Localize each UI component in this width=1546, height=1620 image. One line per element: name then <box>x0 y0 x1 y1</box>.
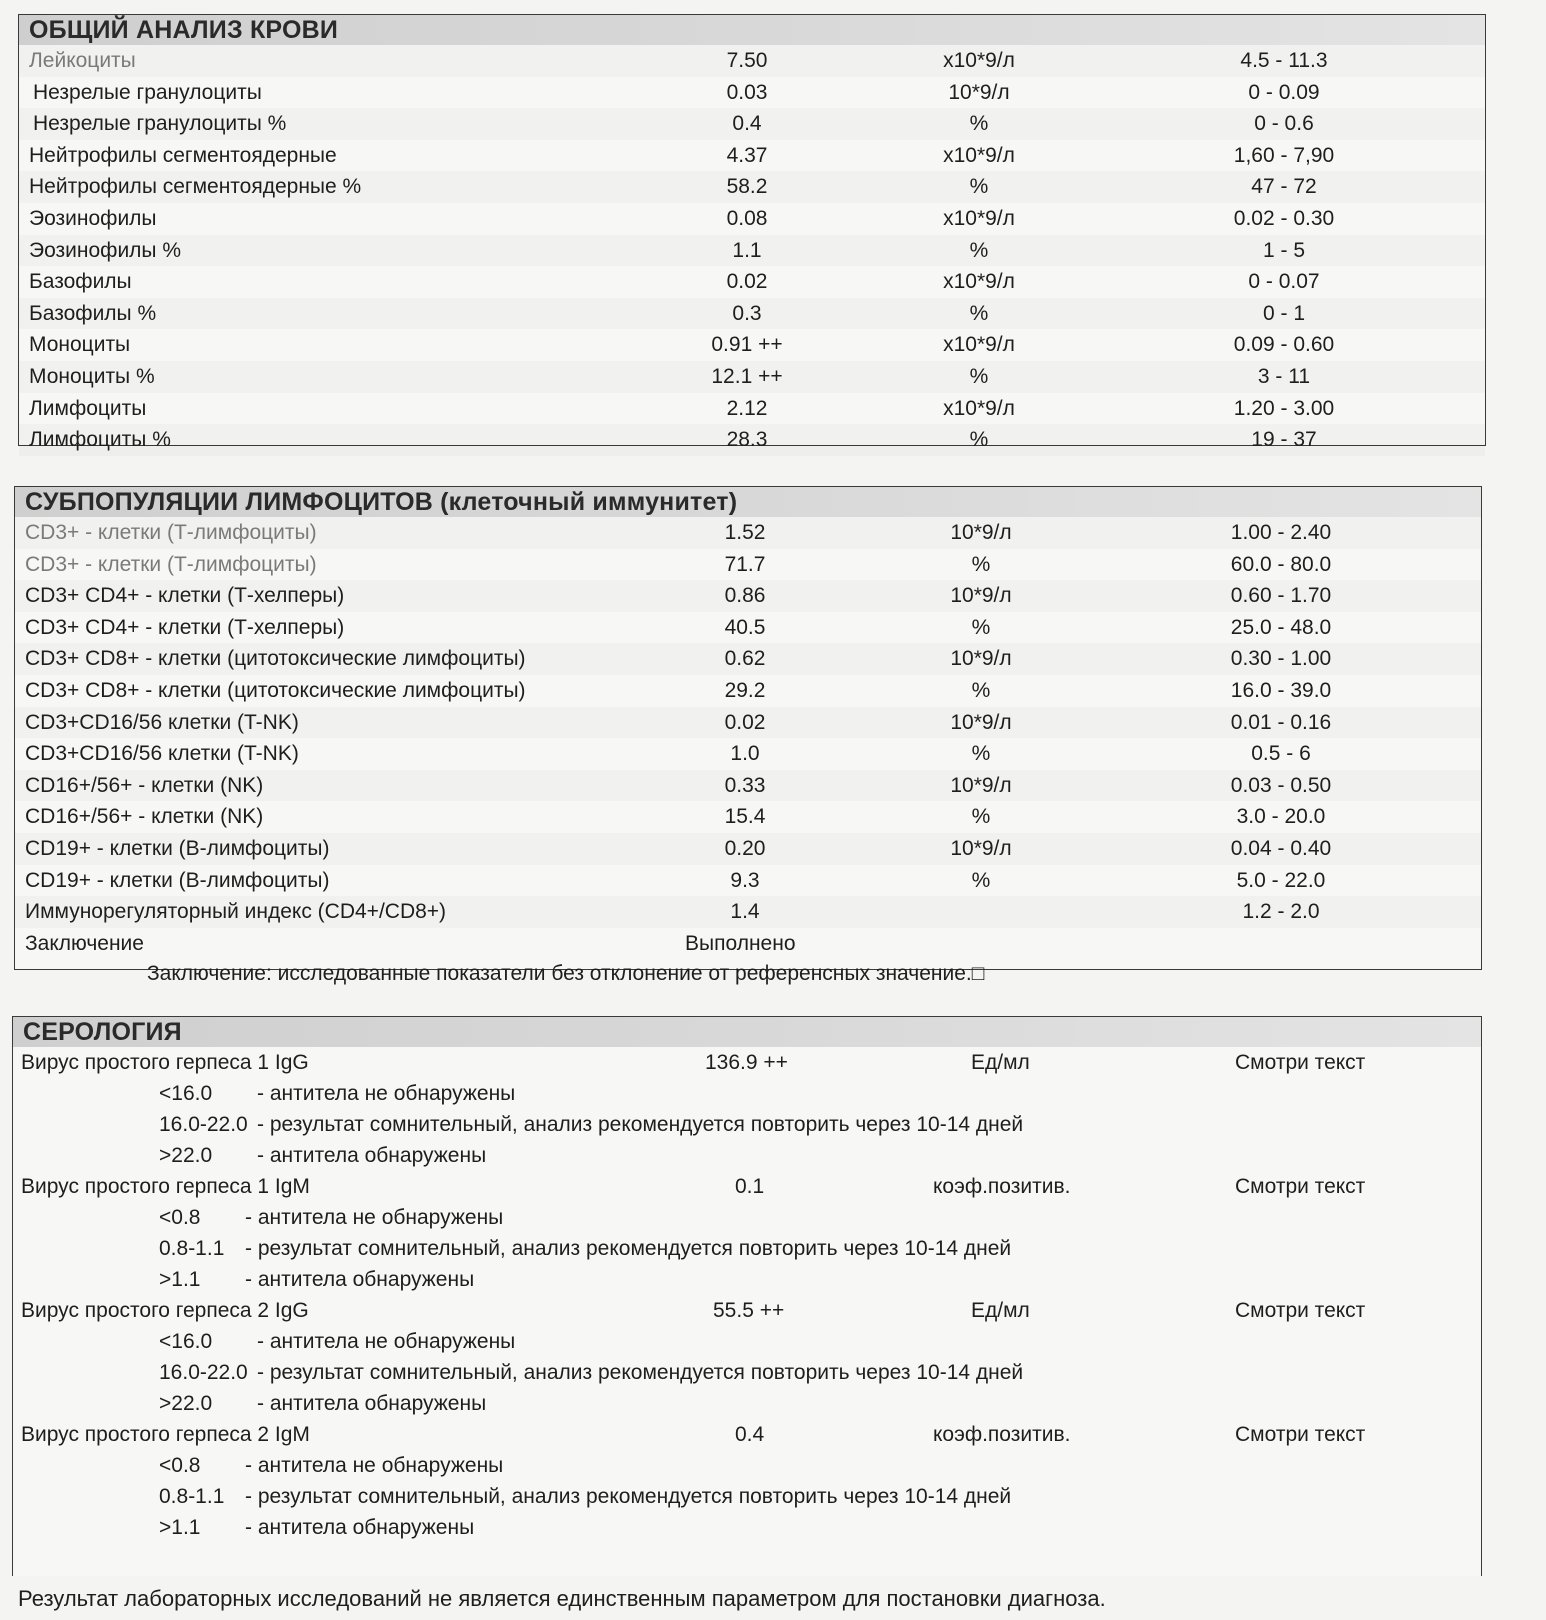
row-name: Лимфоциты % <box>29 428 171 452</box>
table-row <box>15 801 1481 833</box>
table-row <box>15 865 1481 897</box>
row-ref: 0.60 - 1.70 <box>1230 584 1332 608</box>
serology-section <box>12 1016 1482 1576</box>
row-unit: 10*9/л <box>948 80 1010 104</box>
table-row <box>15 517 1481 549</box>
row-value: 28.3 <box>726 428 768 452</box>
test-unit: Ед/мл <box>971 1299 1030 1322</box>
row-ref: 1.20 - 3.00 <box>1233 396 1335 420</box>
threshold: 16.0-22.0 <box>159 1361 248 1384</box>
row-value: 7.50 <box>726 49 768 72</box>
threshold: 16.0-22.0 <box>159 1113 248 1136</box>
test-ref: Смотри текст <box>1235 1299 1366 1322</box>
interpretation: - антитела обнаружены <box>245 1516 475 1539</box>
row-value: 0.62 <box>724 647 766 671</box>
serology-test <box>13 1419 1481 1543</box>
row-name: Лимфоциты <box>29 396 147 420</box>
threshold: >1.1 <box>159 1516 201 1539</box>
row-ref: 1.00 - 2.40 <box>1230 521 1332 544</box>
row-value: 1.0 <box>730 742 760 766</box>
test-name: Вирус простого герпеса 1 IgG <box>21 1051 309 1074</box>
threshold: <16.0 <box>159 1330 213 1353</box>
serology-test <box>13 1295 1481 1419</box>
threshold: <0.8 <box>159 1454 201 1477</box>
row-ref: 25.0 - 48.0 <box>1230 615 1332 639</box>
threshold: >22.0 <box>159 1144 213 1167</box>
threshold: 0.8-1.1 <box>159 1237 225 1260</box>
test-value: 136.9 ++ <box>705 1051 788 1074</box>
test-value: 0.1 <box>735 1175 765 1198</box>
row-value: 2.12 <box>726 396 768 420</box>
row-value: 9.3 <box>730 868 760 892</box>
conclusion-status: Выполнено <box>685 931 796 955</box>
interpretation: - результат сомнительный, анализ рекомендуется повторить через 10-14 дней <box>257 1361 1024 1384</box>
serology-test-row <box>13 1047 1481 1078</box>
row-name: CD16+/56+ - клетки (NK) <box>25 773 264 797</box>
cbc-table <box>19 45 1485 456</box>
row-ref: 0.01 - 0.16 <box>1230 710 1332 734</box>
table-row <box>19 329 1485 361</box>
row-value: 1.52 <box>724 521 766 544</box>
interpretation: - результат сомнительный, анализ рекомендуется повторить через 10-14 дней <box>245 1237 1012 1260</box>
interpretation: - антитела не обнаружены <box>257 1330 516 1353</box>
test-unit: Ед/мл <box>971 1051 1030 1074</box>
test-ref: Смотри текст <box>1235 1423 1366 1446</box>
table-row <box>19 45 1485 77</box>
interpretation-row <box>13 1357 1481 1388</box>
row-ref: 0.03 - 0.50 <box>1230 773 1332 797</box>
row-name: CD16+/56+ - клетки (NK) <box>25 805 264 829</box>
table-row <box>15 833 1481 865</box>
table-row <box>19 108 1485 140</box>
row-value: 15.4 <box>724 805 766 829</box>
table-row <box>19 424 1485 456</box>
row-ref: 0 - 0.09 <box>1248 80 1320 104</box>
serology-test <box>13 1047 1481 1171</box>
row-name: CD3+ - клетки (Т-лимфоциты) <box>25 521 317 544</box>
interpretation-row <box>13 1140 1481 1171</box>
row-unit: x10*9/л <box>943 270 1015 294</box>
interpretation-row <box>13 1202 1481 1233</box>
row-name: CD3+ CD4+ - клетки (Т-хелперы) <box>25 615 345 639</box>
row-unit: % <box>971 615 991 639</box>
row-unit: % <box>971 742 991 766</box>
table-row <box>19 140 1485 172</box>
conclusion-row <box>15 928 1481 958</box>
row-value: 0.33 <box>724 773 766 797</box>
row-value: 0.4 <box>732 112 762 136</box>
table-row <box>19 298 1485 330</box>
table-row <box>15 612 1481 644</box>
table-row <box>19 77 1485 109</box>
row-name: Нейтрофилы сегментоядерные <box>29 143 337 167</box>
row-value: 0.03 <box>726 80 768 104</box>
test-ref: Смотри текст <box>1235 1051 1366 1074</box>
row-name: Лейкоциты <box>29 49 136 72</box>
row-value: 40.5 <box>724 615 766 639</box>
row-unit: % <box>969 238 989 262</box>
interpretation: - антитела обнаружены <box>245 1268 475 1291</box>
row-unit: % <box>971 868 991 892</box>
interpretation-row <box>13 1481 1481 1512</box>
lymph-title: СУБПОПУЛЯЦИИ ЛИМФОЦИТОВ (клеточный иммунитет) <box>15 487 1481 517</box>
row-ref: 0.5 - 6 <box>1251 742 1311 766</box>
conclusion-label: Заключение <box>25 931 144 955</box>
row-value: 71.7 <box>724 552 766 576</box>
interpretation: - результат сомнительный, анализ рекомендуется повторить через 10-14 дней <box>257 1113 1024 1136</box>
row-value: 0.08 <box>726 206 768 230</box>
serology-test-row <box>13 1171 1481 1202</box>
row-ref: 0 - 0.6 <box>1254 112 1314 136</box>
row-name: CD3+ CD4+ - клетки (Т-хелперы) <box>25 584 345 608</box>
row-value: 0.3 <box>732 301 762 325</box>
row-unit: % <box>969 175 989 199</box>
table-row <box>15 770 1481 802</box>
row-value: 0.02 <box>724 710 766 734</box>
row-ref: 60.0 - 80.0 <box>1230 552 1332 576</box>
row-value: 29.2 <box>724 678 766 702</box>
interpretation-row <box>13 1233 1481 1264</box>
row-ref: 4.5 - 11.3 <box>1240 49 1328 72</box>
row-ref: 16.0 - 39.0 <box>1230 678 1332 702</box>
row-name: CD19+ - клетки (В-лимфоциты) <box>25 836 330 860</box>
row-name: CD3+ CD8+ - клетки (цитотоксические лимфоциты) <box>25 647 526 671</box>
table-row <box>15 896 1481 928</box>
row-ref: 47 - 72 <box>1251 175 1317 199</box>
row-value: 0.86 <box>724 584 766 608</box>
row-ref: 0.04 - 0.40 <box>1230 836 1332 860</box>
interpretation: - антитела не обнаружены <box>245 1206 504 1229</box>
row-name: Эозинофилы <box>29 206 157 230</box>
row-ref: 0.02 - 0.30 <box>1233 206 1335 230</box>
table-row <box>15 707 1481 739</box>
row-ref: 0.09 - 0.60 <box>1233 333 1335 357</box>
row-name: CD3+CD16/56 клетки (T-NK) <box>25 742 299 766</box>
table-row <box>19 393 1485 425</box>
row-name: Нейтрофилы сегментоядерные % <box>29 175 362 199</box>
threshold: <0.8 <box>159 1206 201 1229</box>
row-unit: x10*9/л <box>943 49 1015 72</box>
row-unit: x10*9/л <box>943 333 1015 357</box>
threshold: >22.0 <box>159 1392 213 1415</box>
row-unit: 10*9/л <box>950 836 1012 860</box>
row-ref: 0 - 1 <box>1262 301 1306 325</box>
test-name: Вирус простого герпеса 2 IgM <box>21 1423 310 1446</box>
test-value: 0.4 <box>735 1423 765 1446</box>
row-ref: 19 - 37 <box>1251 428 1317 452</box>
row-name: CD19+ - клетки (В-лимфоциты) <box>25 868 330 892</box>
row-value: 0.02 <box>726 270 768 294</box>
row-unit: x10*9/л <box>943 143 1015 167</box>
row-value: 58.2 <box>726 175 768 199</box>
conclusion-text: Заключение: исследованные показатели без отклонение от референсных значение.□ <box>147 961 985 985</box>
table-row <box>15 675 1481 707</box>
row-unit: % <box>969 301 989 325</box>
row-name: Моноциты <box>29 333 131 357</box>
table-row <box>19 235 1485 267</box>
table-row <box>19 203 1485 235</box>
interpretation-row <box>13 1109 1481 1140</box>
row-value: 1.4 <box>730 900 760 924</box>
row-name: Иммунорегуляторный индекс (CD4+/CD8+) <box>25 900 447 924</box>
interpretation: - антитела обнаружены <box>257 1392 487 1415</box>
row-unit: 10*9/л <box>950 773 1012 797</box>
test-name: Вирус простого герпеса 2 IgG <box>21 1299 309 1322</box>
test-name: Вирус простого герпеса 1 IgM <box>21 1175 310 1198</box>
threshold: <16.0 <box>159 1082 213 1105</box>
lymph-table <box>15 517 1481 988</box>
row-unit: x10*9/л <box>943 206 1015 230</box>
threshold: 0.8-1.1 <box>159 1485 225 1508</box>
cbc-section <box>18 14 1486 452</box>
row-unit: 10*9/л <box>950 647 1012 671</box>
interpretation: - антитела не обнаружены <box>245 1454 504 1477</box>
row-unit: % <box>969 428 989 452</box>
row-unit: 10*9/л <box>950 710 1012 734</box>
row-unit: % <box>969 112 989 136</box>
row-unit: % <box>971 678 991 702</box>
row-name: Эозинофилы % <box>29 238 182 262</box>
row-ref: 0.30 - 1.00 <box>1230 647 1332 671</box>
interpretation-row <box>13 1326 1481 1357</box>
row-ref: 3 - 11 <box>1257 364 1311 388</box>
row-name: CD3+ - клетки (Т-лимфоциты) <box>25 552 317 576</box>
table-row <box>19 171 1485 203</box>
row-name: Незрелые гранулоциты % <box>33 112 287 136</box>
lymph-section <box>14 486 1482 985</box>
test-unit: коэф.позитив. <box>933 1175 1071 1198</box>
row-unit: 10*9/л <box>950 521 1012 544</box>
row-value: 4.37 <box>726 143 768 167</box>
disclaimer-note: Результат лабораторных исследований не является единственным параметром для постановки диагноза. <box>18 1586 1106 1611</box>
interpretation: - антитела обнаружены <box>257 1144 487 1167</box>
test-unit: коэф.позитив. <box>933 1423 1071 1446</box>
row-ref: 3.0 - 20.0 <box>1236 805 1326 829</box>
serology-test <box>13 1171 1481 1295</box>
interpretation-row <box>13 1264 1481 1295</box>
row-name: Незрелые гранулоциты <box>33 80 262 104</box>
interpretation-row <box>13 1512 1481 1543</box>
table-row <box>19 361 1485 393</box>
row-value: 12.1 ++ <box>711 364 783 388</box>
table-row <box>15 643 1481 675</box>
row-value: 0.91 ++ <box>711 333 783 357</box>
table-row <box>15 580 1481 612</box>
row-name: CD3+CD16/56 клетки (T-NK) <box>25 710 299 734</box>
interpretation: - антитела не обнаружены <box>257 1082 516 1105</box>
row-ref: 1,60 - 7,90 <box>1233 143 1335 167</box>
row-name: Моноциты % <box>29 364 155 388</box>
cbc-title: ОБЩИЙ АНАЛИЗ КРОВИ <box>19 15 1485 45</box>
interpretation-row <box>13 1450 1481 1481</box>
row-ref: 0 - 0.07 <box>1248 270 1320 294</box>
conclusion-text-row <box>15 958 1481 988</box>
row-ref: 1.2 - 2.0 <box>1242 900 1320 924</box>
table-row <box>19 266 1485 298</box>
threshold: >1.1 <box>159 1268 201 1291</box>
serology-title: СЕРОЛОГИЯ <box>13 1017 1481 1047</box>
serology-test-row <box>13 1295 1481 1326</box>
row-ref: 1 - 5 <box>1262 238 1306 262</box>
row-name: CD3+ CD8+ - клетки (цитотоксические лимфоциты) <box>25 678 526 702</box>
row-ref: 5.0 - 22.0 <box>1236 868 1326 892</box>
interpretation-row <box>13 1078 1481 1109</box>
interpretation-row <box>13 1388 1481 1419</box>
row-unit: % <box>969 364 989 388</box>
row-unit: % <box>971 805 991 829</box>
row-value: 1.1 <box>732 238 762 262</box>
row-unit: 10*9/л <box>950 584 1012 608</box>
test-ref: Смотри текст <box>1235 1175 1366 1198</box>
row-name: Базофилы % <box>29 301 157 325</box>
table-row <box>15 738 1481 770</box>
row-unit: % <box>971 552 991 576</box>
table-row <box>15 549 1481 581</box>
interpretation: - результат сомнительный, анализ рекомендуется повторить через 10-14 дней <box>245 1485 1012 1508</box>
test-value: 55.5 ++ <box>713 1299 785 1322</box>
row-value: 0.20 <box>724 836 766 860</box>
row-unit: x10*9/л <box>943 396 1015 420</box>
row-name: Базофилы <box>29 270 132 294</box>
serology-test-row <box>13 1419 1481 1450</box>
